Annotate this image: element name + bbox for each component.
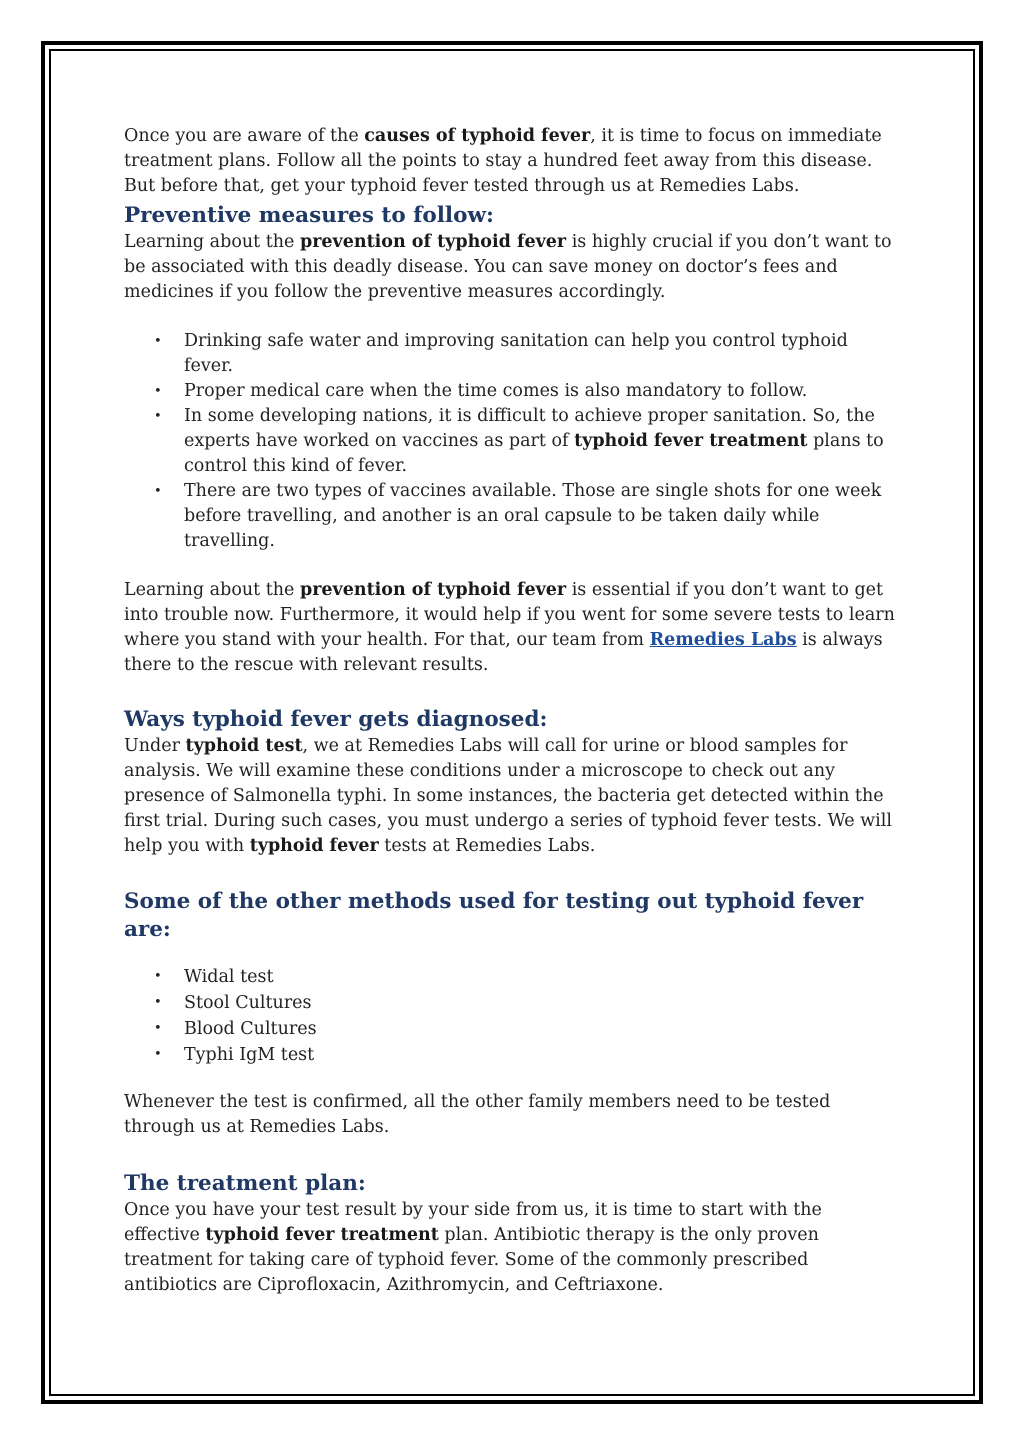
list-item: • Widal test bbox=[124, 964, 899, 990]
diagnosed-bold-fever: typhoid fever bbox=[249, 836, 379, 856]
bullet-icon: • bbox=[154, 384, 162, 399]
list-item: • Stool Cultures bbox=[124, 990, 899, 1016]
intro-paragraph: Once you are aware of the causes of typhoid fever, it is time to focus on immediate treatment plans. Follow all the points to stay a hundred feet away from this disease. But before that, get your typhoid fever tested through us at Remedies Labs. bbox=[124, 126, 882, 196]
heading-diagnosed: Ways typhoid fever gets diagnosed: bbox=[124, 707, 548, 732]
bullet-icon: • bbox=[154, 334, 162, 349]
bullet-bold-treatment: typhoid fever treatment bbox=[574, 431, 808, 451]
heading-preventive-measures: Preventive measures to follow: bbox=[124, 203, 494, 228]
preventive-bold-prevention: prevention of typhoid fever bbox=[299, 232, 567, 252]
methods-bullet-list bbox=[124, 964, 899, 1068]
list-item: • Drinking safe water and improving sanitation can help you control typhoid fever. bbox=[154, 331, 848, 376]
preventive-paragraph: Learning about the prevention of typhoid fever is highly crucial if you don’t want to be associated with this deadly disease. You can save money on doctor’s fees and medicines if you follow the preventive measures accordingly. bbox=[124, 232, 892, 302]
p2-bold-prevention: prevention of typhoid fever bbox=[299, 580, 567, 600]
treatment-paragraph: Once you have your test result by your side from us, it is time to start with the effective typhoid fever treatment plan. Antibiotic therapy is the only proven treatment for taking care of typhoid fever. Some of the commonly prescribed antibiotics are Ciprofloxacin, Azithromycin, and Ceftriaxone. bbox=[124, 1200, 822, 1295]
list-item: • In some developing nations, it is difficult to achieve proper sanitation. So, the experts have worked on vaccines as part of typhoid fever treatment plans to control this kind of fever. bbox=[154, 406, 884, 476]
document-content bbox=[124, 124, 899, 1298]
list-item: • There are two types of vaccines available. Those are single shots for one week before travelling, and another is an oral capsule to be taken daily while travelling. bbox=[154, 481, 882, 551]
heading-treatment-plan: The treatment plan: bbox=[124, 1171, 366, 1196]
list-item: • Blood Cultures bbox=[124, 1016, 899, 1042]
bullet-icon: • bbox=[154, 995, 162, 1010]
preventive-bullet-list bbox=[124, 329, 899, 554]
bullet-icon: • bbox=[154, 484, 162, 499]
treatment-bold: typhoid fever treatment bbox=[205, 1225, 439, 1245]
intro-bold-causes: causes of typhoid fever bbox=[364, 126, 591, 146]
list-item: • Typhi IgM test bbox=[124, 1042, 899, 1068]
diagnosed-bold-test: typhoid test bbox=[185, 736, 303, 756]
bullet-icon: • bbox=[154, 969, 162, 984]
methods-after-paragraph: Whenever the test is confirmed, all the other family members need to be tested through us at Remedies Labs. bbox=[124, 1092, 831, 1137]
diagnosed-paragraph: Under typhoid test, we at Remedies Labs will call for urine or blood samples for analysis. We will examine these conditions under a microscope to check out any presence of Salmonella typhi. In some instances, the bacteria get detected within the first trial. During such cases, you must undergo a series of typhoid fever tests. We will help you with typhoid fever tests at Remedies Labs. bbox=[124, 736, 892, 856]
remedies-labs-link[interactable]: Remedies Labs bbox=[649, 630, 797, 650]
bullet-icon: • bbox=[154, 409, 162, 424]
bullet-icon: • bbox=[154, 1047, 162, 1062]
list-item: • Proper medical care when the time comes is also mandatory to follow. bbox=[124, 379, 899, 404]
bullet-icon: • bbox=[154, 1021, 162, 1036]
prevention-essential-paragraph: Learning about the prevention of typhoid fever is essential if you don’t want to get into trouble now. Furthermore, it would help if you went for some severe tests to learn where you stand with your health. For that, our team from Remedies Labs is always there to the rescue with relevant results. bbox=[124, 580, 895, 675]
heading-other-methods: Some of the other methods used for testing out typhoid fever are: bbox=[124, 889, 864, 942]
